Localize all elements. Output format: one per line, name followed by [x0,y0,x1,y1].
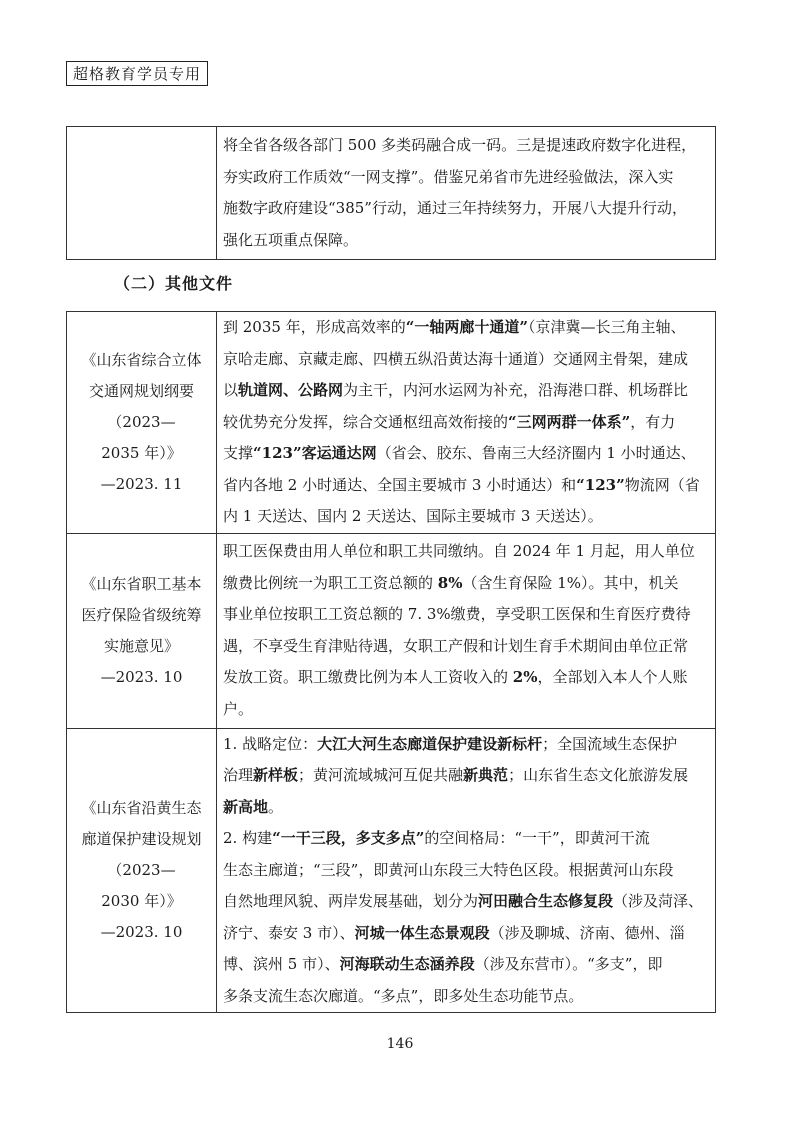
content-line: 到 2035 年，形成高效率的“一轴两廊十通道”（京津冀—长三角主轴、 [223,318,686,336]
content-line: 生态主廊道；“三段”，即黄河山东段三大特色区段。根据黄河山东段 [223,860,674,879]
content-line: 遇，不享受生育津贴待遇，女职工产假和计划生育手术期间由单位正常 [223,636,689,655]
content-line: 发放工资。职工缴费比例为本人工资收入的 2%，全部划入本人个人账 [223,668,688,686]
content-line: 强化五项重点保障。 [223,230,359,249]
content-line: 将全省各级各部门 500 多类码融合成一码。三是提速政府数字化进程， [223,136,697,154]
content-line: 省内各地 2 小时通达、全国主要城市 3 小时通达）和“123”物流网（省 [223,475,700,494]
document-title-line: （2023— [107,412,176,431]
bold-term: “123” [576,475,625,494]
document-title-line: 实施意见》 [103,636,179,655]
content-line: 夯实政府工作质效“一网支撑”。借鉴兄弟省市先进经验做法，深入实 [223,167,674,186]
bold-term: 河海联动生态涵养段 [339,955,475,973]
bold-term: “一干三段，多支多点” [272,829,425,847]
bold-term: 轨道网、公路网 [238,381,344,399]
bold-term: 2% [512,668,538,686]
document-title-line: （2023— [107,860,176,879]
header-tag: 超格教育学员专用 [66,61,208,86]
content-line: 施数字政府建设“385”行动，通过三年持续努力，开展八大提升行动， [223,199,687,217]
content-line: 京哈走廊、京藏走廊、四横五纵沿黄达海十通道）交通网主骨架，建成 [223,349,689,368]
content-line: 内 1 天送达、国内 2 天送达、国际主要城市 3 天送达）。 [223,507,603,525]
content-line: 治理新样板；黄河流域城河互促共融新典范；山东省生态文化旅游发展 [223,766,689,784]
content-line: 新高地。 [223,797,284,816]
document-title-line: 《山东省职工基本 [81,574,202,593]
bold-term: “三网两群一体系” [508,412,631,431]
document-title-line: 《山东省综合立体 [81,350,202,369]
document-content-cell [217,728,716,1013]
bold-term: 河城一体生态景观段 [354,923,490,942]
document-date: —2023. 11 [100,474,183,493]
content-line: 较优势充分发挥，综合交通枢纽高效衔接的“三网两群一体系”，有力 [223,412,676,431]
documents-table [66,311,716,1013]
document-title-line: 医疗保险省级统筹 [81,605,202,624]
page-number: 146 [386,1036,414,1052]
content-line: 多条支流生态次廊道。“多点”，即多处生态功能节点。 [223,986,584,1005]
table-row [67,728,716,1013]
bold-term: 大江大河生态廊道保护建设新标杆 [317,734,543,753]
document-content-cell [217,533,716,728]
content-line: 以轨道网、公路网为主干，内河水运网为补充，沿海港口群、机场群比 [223,381,689,399]
bold-term: 8% [437,573,463,592]
document-title-line: 交通网规划纲要 [88,381,194,400]
content-line: 济宁、泰安 3 市）、河城一体生态景观段（涉及聊城、济南、德州、淄 [223,923,685,942]
document-title-line: 《山东省沿黄生态 [81,798,202,817]
content-line: 缴费比例统一为职工工资总额的 8%（含生育保险 1%）。其中，机关 [223,573,679,592]
bold-term: 新典范 [463,766,509,784]
document-date: —2023. 10 [100,667,183,686]
document-title-cell [67,728,217,1013]
bold-term: “一轴两廊十通道” [405,318,528,336]
bold-term: 河田融合生态修复段 [478,892,614,910]
content-line: 支撑“123”客运通达网（省会、胶东、鲁南三大经济圈内 1 小时通达、 [223,444,696,462]
section-heading: （二）其他文件 [114,274,234,293]
continued-title-cell [67,127,217,260]
continued-table [66,126,716,260]
bold-term: “123”客运通达网 [253,444,377,462]
table-row [67,533,716,728]
content-line: 2. 构建“一干三段，多支多点”的空间格局：“一干”，即黄河干流 [223,829,650,847]
content-line: 1. 战略定位：大江大河生态廊道保护建设新标杆；全国流域生态保护 [223,734,678,753]
continued-content-cell [217,127,716,260]
document-content-cell [217,312,716,534]
content-line: 事业单位按职工工资总额的 7. 3%缴费，享受职工医保和生育医疗费待 [223,605,691,623]
document-title-line: 廊道保护建设规划 [81,829,202,848]
table-row [67,312,716,534]
document-title-line: 2035 年）》 [101,443,182,462]
content-line: 自然地理风貌、两岸发展基础，划分为河田融合生态修复段（涉及菏泽、 [223,892,704,910]
content-line: 户。 [223,699,254,718]
content-line: 博、滨州 5 市）、河海联动生态涵养段（涉及东营市）。“多支”，即 [223,955,663,973]
document-title-cell [67,533,217,728]
document-date: —2023. 10 [100,922,183,941]
document-title-cell [67,312,217,534]
bold-term: 新样板 [253,766,299,784]
document-title-line: 2030 年）》 [101,891,182,910]
content-line: 职工医保费由用人单位和职工共同缴纳。自 2024 年 1 月起，用人单位 [223,542,695,560]
bold-term: 新高地 [223,797,269,816]
